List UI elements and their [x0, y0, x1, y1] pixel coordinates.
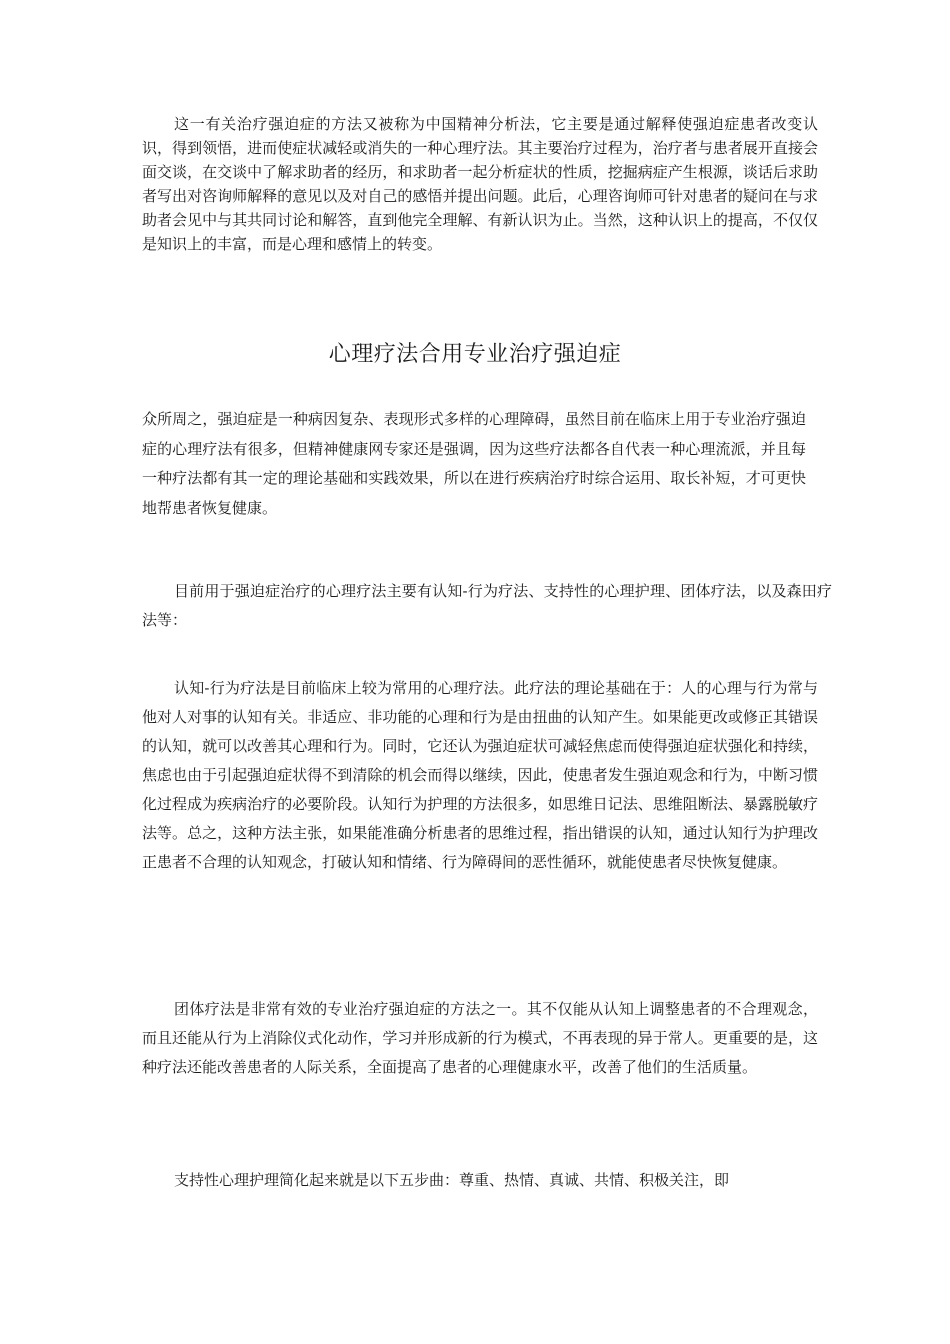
- paragraph-group-therapy: 团体疗法是非常有效的专业治疗强迫症的方法之一。其不仅能从认知上调整患者的不合理观念，而且还能从行为上消除仪式化动作，学习并形成新的行为模式，不再表现的异于常人。更重要的是，这种疗法还能改善患者的人际关系，全面提高了患者的心理健康水平，改善了他们的生活质量。: [142, 1000, 818, 1076]
- intro-paragraph: 这一有关治疗强迫症的方法又被称为中国精神分析法，它主要是通过解释使强迫症患者改变认识，得到领悟，进而使症状减轻或消失的一种心理疗法。其主要治疗过程为，治疗者与患者展开直接会面交谈，在交谈中了解求助者的经历，和求助者一起分析症状的性质，挖掘病症产生根源，谈话后求助者写出对咨询师解释的意见以及对自己的感悟并提出问题。此后，心理咨询师可针对患者的疑问在与求助者会见中与其共同讨论和解答，直到他完全理解、有新认识为止。当然，这种认识上的提高，不仅仅是知识上的丰富，而是心理和感情上的转变。: [142, 115, 818, 253]
- paragraph-supportive-care: 支持性心理护理简化起来就是以下五步曲：尊重、热情、真诚、共情、积极关注，即: [174, 1171, 730, 1189]
- section-title: 心理疗法合用专业治疗强迫症: [328, 342, 622, 367]
- paragraph-cognitive-behavioral: 认知-行为疗法是目前临床上较为常用的心理疗法。此疗法的理论基础在于：人的心理与行为常与他对人对事的认知有关。非适应、非功能的心理和行为是由扭曲的认知产生。如果能更改或修正其错误的认知，就可以改善其心理和行为。同时，它还认为强迫症状可减轻焦虑而使得强迫症状强化和持续，焦虑也由于引起强迫症状得不到清除的机会而得以继续，因此，使患者发生强迫观念和行为，中断习惯化过程成为疾病治疗的必要阶段。认知行为护理的方法很多，如思维日记法、思维阻断法、暴露脱敏疗法等。总之，这种方法主张，如果能准确分析患者的思维过程，指出错误的认知，通过认知行为护理改正患者不合理的认知观念，打破认知和情绪、行为障碍间的恶性循环，就能使患者尽快恢复健康。: [142, 679, 818, 871]
- paragraph-therapy-list: 目前用于强迫症治疗的心理疗法主要有认知-行为疗法、支持性的心理护理、团体疗法，以及森田疗法等：: [142, 582, 832, 629]
- paragraph-overview: 众所周之，强迫症是一种病因复杂、表现形式多样的心理障碍，虽然目前在临床上用于专业治疗强迫症的心理疗法有很多，但精神健康网专家还是强调，因为这些疗法都各自代表一种心理流派，并且每一种疗法都有其一定的理论基础和实践效果，所以在进行疾病治疗时综合运用、取长补短，才可更快地帮患者恢复健康。: [142, 410, 806, 517]
